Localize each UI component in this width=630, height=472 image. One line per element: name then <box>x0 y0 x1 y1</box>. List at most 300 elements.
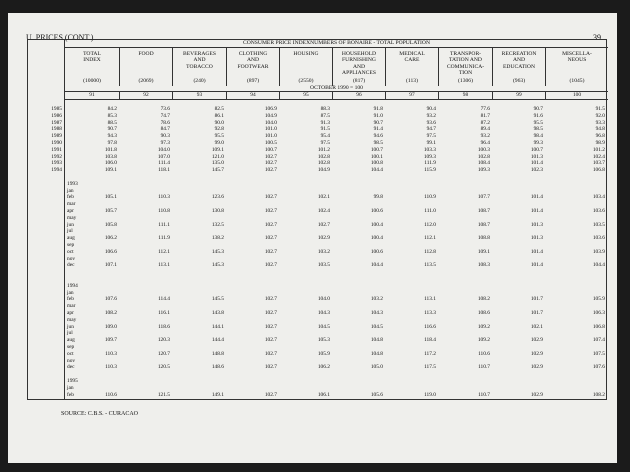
cell-value: 100.8 <box>370 160 383 167</box>
cell-value: 105.6 <box>370 391 383 398</box>
cell-value: 106.2 <box>317 364 330 371</box>
cell-value: 90.0 <box>214 119 224 126</box>
cell-value: 91.0 <box>373 112 383 119</box>
cell-value: 118.6 <box>158 323 170 330</box>
cell-value: 104.5 <box>317 323 330 330</box>
cell-value: 104.0 <box>264 119 277 126</box>
cell-value: 118.1 <box>158 167 170 174</box>
row-label: aug <box>67 235 75 242</box>
column-code: 95 <box>280 92 333 99</box>
column-name: HOUSEHOLD FURNISHING AND APPLIANCES <box>341 51 377 76</box>
cell-value: 88.3 <box>320 106 330 112</box>
row-label: jun <box>67 323 74 330</box>
cell-value: 148.6 <box>211 364 224 371</box>
cell-value: 106.8 <box>592 323 605 330</box>
cell-value: 102.7 <box>264 391 277 398</box>
cell-value: 114.4 <box>158 296 170 303</box>
cell-value: 100.5 <box>264 140 277 146</box>
cell-value: 144.1 <box>211 323 224 330</box>
cell-value: 99.8 <box>373 194 383 201</box>
cell-value: 111.9 <box>424 160 436 167</box>
column-name: MISCELLA- NEOUS <box>562 51 592 64</box>
cell-value: 102.8 <box>477 153 490 160</box>
cell-value: 149.1 <box>211 391 224 398</box>
cell-value: 85.3 <box>107 112 117 119</box>
cell-value: 103.7 <box>592 160 605 167</box>
cell-value: 102.9 <box>530 350 543 357</box>
cell-value: 108.7 <box>477 221 490 228</box>
column-name: TRANSPOR- TATION AND COMMUNICA- TION <box>446 51 485 76</box>
cell-value: 108.8 <box>477 235 490 242</box>
cell-value: 77.6 <box>480 106 490 112</box>
column-code: 97 <box>386 92 439 99</box>
cell-value: 143.8 <box>211 310 224 316</box>
cell-value: 104.5 <box>370 323 383 330</box>
cell-value: 106.3 <box>592 310 605 316</box>
row-label: 1985 <box>51 106 62 112</box>
cell-value: 99.3 <box>533 140 543 146</box>
cell-value: 73.6 <box>160 106 170 112</box>
cell-value: 109.2 <box>477 337 490 344</box>
cell-value: 89.4 <box>480 126 490 133</box>
cell-value: 107.1 <box>104 262 117 269</box>
cell-value: 102.7 <box>264 235 277 242</box>
row-label: 1989 <box>51 133 62 140</box>
cell-value: 103.5 <box>317 262 330 269</box>
cell-value: 106.0 <box>104 160 117 167</box>
cell-value: 101.3 <box>530 235 543 242</box>
row-label: nov <box>67 357 76 364</box>
cell-value: 104.9 <box>317 167 330 174</box>
cell-value: 94.8 <box>595 126 605 133</box>
row-label: feb <box>67 391 74 398</box>
source-note: SOURCE: C.B.S. - CURACAO <box>61 411 139 417</box>
cell-value: 102.8 <box>317 153 330 160</box>
cell-value: 82.5 <box>214 106 224 112</box>
cell-value: 106.6 <box>104 248 117 255</box>
row-label: jan <box>67 289 74 296</box>
column-name: RECREATION AND EDUCATION <box>501 51 537 70</box>
cell-value: 120.7 <box>157 350 170 357</box>
cell-value: 130.8 <box>211 208 224 214</box>
cell-value: 98.4 <box>533 133 543 140</box>
cell-value: 109.1 <box>477 248 490 255</box>
cell-value: 102.7 <box>264 153 277 160</box>
cell-value: 109.7 <box>104 337 117 344</box>
cell-value: 103.5 <box>592 221 605 228</box>
row-label: dec <box>67 262 75 269</box>
cell-value: 104.3 <box>370 310 383 316</box>
cell-value: 103.6 <box>592 235 605 242</box>
table-row <box>28 392 606 399</box>
cell-value: 102.7 <box>264 350 277 357</box>
cell-value: 148.8 <box>211 350 224 357</box>
row-label: feb <box>67 194 74 201</box>
cell-value: 102.8 <box>317 160 330 167</box>
cell-value: 94.3 <box>107 133 117 140</box>
cell-value: 101.0 <box>264 126 277 133</box>
cell-value: 102.7 <box>317 221 330 228</box>
cell-value: 110.7 <box>478 364 490 371</box>
cell-value: 105.9 <box>317 350 330 357</box>
cell-value: 123.6 <box>211 194 224 201</box>
cell-value: 100.1 <box>370 153 383 160</box>
cell-value: 91.6 <box>533 112 543 119</box>
cell-value: 111.9 <box>158 235 170 242</box>
column-header <box>493 48 546 86</box>
cell-value: 102.7 <box>264 208 277 214</box>
row-label: jan <box>67 384 74 391</box>
column-header <box>120 48 173 86</box>
cell-value: 90.4 <box>426 106 436 112</box>
column-weight: (1306) <box>458 77 473 84</box>
cell-value: 101.0 <box>264 133 277 140</box>
cell-value: 111.0 <box>424 208 436 214</box>
cell-value: 115.9 <box>424 167 436 174</box>
cell-value: 109.2 <box>477 323 490 330</box>
cell-value: 107.5 <box>592 350 605 357</box>
cell-value: 74.7 <box>160 112 170 119</box>
section-title: U. PRICES (CONT.) <box>26 33 94 42</box>
cell-value: 107.6 <box>104 296 117 303</box>
cell-value: 108.2 <box>477 296 490 303</box>
row-label: 1994 <box>51 167 62 174</box>
cell-value: 100.4 <box>370 221 383 228</box>
cell-value: 102.4 <box>317 208 330 214</box>
column-code: 98 <box>439 92 493 99</box>
column-code: 99 <box>493 92 546 99</box>
cell-value: 108.2 <box>592 391 605 398</box>
cell-value: 97.5 <box>426 133 436 140</box>
cell-value: 102.7 <box>264 194 277 201</box>
cell-value: 99.1 <box>426 140 436 146</box>
row-label: 1990 <box>51 140 62 146</box>
cell-value: 100.7 <box>530 146 543 153</box>
cell-value: 90.7 <box>373 119 383 126</box>
cell-value: 145.5 <box>211 296 224 303</box>
cell-value: 101.4 <box>530 160 543 167</box>
column-name: MEDICAL CARE <box>399 51 425 64</box>
cell-value: 90.7 <box>107 126 117 133</box>
cell-value: 105.9 <box>592 296 605 303</box>
row-label: sep <box>67 344 75 350</box>
cell-value: 116.6 <box>424 323 436 330</box>
cell-value: 100.3 <box>477 146 490 153</box>
row-label: 1987 <box>51 119 62 126</box>
cell-value: 100.6 <box>370 248 383 255</box>
cell-value: 104.8 <box>370 337 383 344</box>
cell-value: 103.6 <box>592 208 605 214</box>
column-header <box>386 48 439 86</box>
cell-value: 97.5 <box>320 140 330 146</box>
cell-value: 121.0 <box>211 153 224 160</box>
cell-value: 110.8 <box>158 208 170 214</box>
cell-value: 135.0 <box>211 160 224 167</box>
table-caption: CONSUMER PRICE INDEXNUMBERS OF BONAIRE - TOTAL POPULATION <box>65 40 608 48</box>
column-code: 92 <box>120 92 173 99</box>
cell-value: 97.8 <box>107 140 117 146</box>
cell-value: 86.1 <box>214 112 224 119</box>
cell-value: 97.3 <box>160 140 170 146</box>
cell-value: 104.4 <box>370 167 383 174</box>
cell-value: 102.7 <box>264 160 277 167</box>
cpi-table <box>27 39 607 400</box>
cell-value: 91.3 <box>320 119 330 126</box>
cell-value: 90.7 <box>533 106 543 112</box>
cell-value: 108.2 <box>104 310 117 316</box>
cell-value: 107.7 <box>477 194 490 201</box>
cell-value: 105.8 <box>104 221 117 228</box>
row-label: jul <box>67 330 73 337</box>
cell-value: 113.1 <box>424 296 436 303</box>
cell-value: 103.8 <box>104 153 117 160</box>
cell-value: 106.8 <box>592 167 605 174</box>
cell-value: 98.9 <box>595 140 605 146</box>
cell-value: 111.1 <box>158 221 170 228</box>
cell-value: 92.0 <box>595 112 605 119</box>
cell-value: 101.2 <box>592 146 605 153</box>
cell-value: 93.3 <box>595 119 605 126</box>
cell-value: 106.9 <box>264 106 277 112</box>
cell-value: 96.4 <box>480 140 490 146</box>
row-label: apr <box>67 208 74 214</box>
cell-value: 117.2 <box>424 350 436 357</box>
cell-value: 108.6 <box>477 310 490 316</box>
cell-value: 111.4 <box>158 160 170 167</box>
cell-value: 101.4 <box>530 208 543 214</box>
cell-value: 98.5 <box>373 140 383 146</box>
row-label: 1994 <box>67 282 78 289</box>
cell-value: 110.7 <box>478 391 490 398</box>
cell-value: 104.4 <box>592 262 605 269</box>
cell-value: 105.7 <box>104 208 117 214</box>
row-label: mar <box>67 201 76 208</box>
cell-value: 84.7 <box>160 126 170 133</box>
column-code: 96 <box>333 92 386 99</box>
row-label: nov <box>67 255 76 262</box>
cell-value: 102.9 <box>317 235 330 242</box>
cell-value: 94.7 <box>426 126 436 133</box>
cell-value: 102.9 <box>530 391 543 398</box>
cell-value: 110.3 <box>158 194 170 201</box>
cell-value: 109.3 <box>477 167 490 174</box>
cell-value: 96.8 <box>595 133 605 140</box>
column-code-row <box>65 91 608 100</box>
column-name: CLOTHING AND FOOTWEAR <box>237 51 269 70</box>
row-label: jan <box>67 187 74 194</box>
cell-value: 108.3 <box>477 262 490 269</box>
cell-value: 103.2 <box>370 296 383 303</box>
cell-value: 110.3 <box>105 350 117 357</box>
row-label: apr <box>67 310 74 316</box>
cell-value: 102.7 <box>264 296 277 303</box>
cell-value: 92.8 <box>214 126 224 133</box>
row-label: mar <box>67 303 76 310</box>
row-label: oct <box>67 350 74 357</box>
cell-value: 94.6 <box>373 133 383 140</box>
cell-value: 105.3 <box>317 337 330 344</box>
page-number: 39 <box>593 33 601 42</box>
row-label: jul <box>67 228 73 235</box>
cell-value: 112.8 <box>424 248 436 255</box>
cell-value: 116.1 <box>158 310 170 316</box>
cell-value: 101.4 <box>530 248 543 255</box>
cell-value: 95.5 <box>214 133 224 140</box>
cell-value: 104.8 <box>370 350 383 357</box>
row-label: may <box>67 214 77 221</box>
cell-value: 102.4 <box>592 153 605 160</box>
cell-value: 93.2 <box>426 112 436 119</box>
cell-value: 144.4 <box>211 337 224 344</box>
cell-value: 100.6 <box>370 208 383 214</box>
cell-value: 91.8 <box>373 106 383 112</box>
row-label: 1995 <box>67 378 78 384</box>
cell-value: 103.4 <box>592 194 605 201</box>
cell-value: 101.3 <box>530 221 543 228</box>
cell-value: 104.9 <box>264 112 277 119</box>
cell-value: 108.4 <box>477 160 490 167</box>
cell-value: 105.1 <box>104 194 117 201</box>
cell-value: 104.0 <box>317 296 330 303</box>
cell-value: 102.1 <box>317 194 330 201</box>
cell-value: 109.1 <box>211 146 224 153</box>
column-name: HOUSING <box>293 51 319 57</box>
cell-value: 119.0 <box>424 391 436 398</box>
row-label: oct <box>67 248 74 255</box>
row-label: 1992 <box>51 153 62 160</box>
cell-value: 107.6 <box>592 364 605 371</box>
cell-value: 108.7 <box>477 208 490 214</box>
column-header <box>280 48 333 86</box>
cell-value: 145.7 <box>211 167 224 174</box>
cell-value: 106.2 <box>104 235 117 242</box>
row-label: 1991 <box>51 146 62 153</box>
cell-value: 88.5 <box>107 119 117 126</box>
column-weight: (240) <box>193 77 206 84</box>
column-header <box>546 48 608 86</box>
cell-value: 84.2 <box>107 106 117 112</box>
cell-value: 101.2 <box>317 146 330 153</box>
cell-value: 112.0 <box>424 221 436 228</box>
column-header <box>439 48 493 86</box>
cell-value: 102.9 <box>530 364 543 371</box>
cell-value: 110.6 <box>478 350 490 357</box>
cell-value: 138.2 <box>211 235 224 242</box>
column-code: 93 <box>173 92 227 99</box>
cell-value: 91.5 <box>320 126 330 133</box>
cell-value: 102.7 <box>264 221 277 228</box>
cell-value: 112.1 <box>158 248 170 255</box>
cell-value: 120.5 <box>157 364 170 371</box>
row-label: sep <box>67 242 75 248</box>
cell-value: 117.5 <box>424 364 436 371</box>
cell-value: 100.7 <box>370 146 383 153</box>
cell-value: 93.6 <box>426 119 436 126</box>
column-code: 91 <box>65 92 120 99</box>
cell-value: 101.7 <box>530 310 543 316</box>
cell-value: 102.7 <box>264 167 277 174</box>
cell-value: 113.3 <box>424 310 436 316</box>
row-label: may <box>67 316 77 323</box>
row-label: aug <box>67 337 75 344</box>
base-period: OCTOBER 1990 = 100 <box>310 85 363 91</box>
cell-value: 100.4 <box>370 235 383 242</box>
cell-value: 95.5 <box>533 119 543 126</box>
row-label: 1988 <box>51 126 62 133</box>
cell-value: 102.7 <box>264 364 277 371</box>
cell-value: 103.3 <box>423 146 436 153</box>
column-code: 100 <box>572 92 582 98</box>
column-weight: (963) <box>512 77 526 84</box>
cell-value: 104.0 <box>157 146 170 153</box>
column-header <box>173 48 227 86</box>
cell-value: 110.9 <box>424 194 436 201</box>
column-name: BEVERAGES AND TOBACCO <box>183 51 216 70</box>
cell-value: 121.5 <box>157 391 170 398</box>
row-label: 1993 <box>67 180 78 187</box>
cell-value: 105.0 <box>370 364 383 371</box>
cell-value: 113.1 <box>158 262 170 269</box>
cell-value: 107.4 <box>592 337 605 344</box>
column-weight: (113) <box>406 77 418 84</box>
row-label: 1993 <box>51 160 62 167</box>
column-weight: (2069) <box>138 77 154 84</box>
cell-value: 118.4 <box>424 337 436 344</box>
cell-value: 104.4 <box>370 262 383 269</box>
column-weight: (897) <box>246 77 260 84</box>
column-name: FOOD <box>138 51 154 57</box>
cell-value: 145.3 <box>211 248 224 255</box>
cell-value: 109.3 <box>423 153 436 160</box>
column-code: 94 <box>227 92 280 99</box>
column-header <box>65 48 120 86</box>
cell-value: 81.7 <box>480 112 490 119</box>
cell-value: 109.1 <box>104 167 117 174</box>
cell-value: 98.5 <box>533 126 543 133</box>
cell-value: 87.2 <box>480 119 490 126</box>
cell-value: 103.2 <box>317 248 330 255</box>
document-page <box>8 13 617 463</box>
column-weight: (1045) <box>569 77 585 84</box>
column-weight: (817) <box>352 77 366 84</box>
cell-value: 102.9 <box>530 337 543 344</box>
cell-value: 91.4 <box>373 126 383 133</box>
cell-value: 110.3 <box>105 364 117 371</box>
cell-value: 101.3 <box>530 153 543 160</box>
cell-value: 78.6 <box>160 119 170 126</box>
column-header <box>333 48 386 86</box>
cell-value: 120.3 <box>157 337 170 344</box>
column-header <box>227 48 280 86</box>
cell-value: 102.1 <box>530 323 543 330</box>
cell-value: 101.4 <box>530 262 543 269</box>
cell-value: 103.9 <box>592 248 605 255</box>
row-label: 1986 <box>51 112 62 119</box>
row-label: jun <box>67 221 74 228</box>
cell-value: 109.0 <box>104 323 117 330</box>
row-label: dec <box>67 364 75 371</box>
cell-value: 91.5 <box>595 106 605 112</box>
column-name: TOTAL INDEX <box>83 51 101 64</box>
cell-value: 90.3 <box>160 133 170 140</box>
cell-value: 102.7 <box>264 262 277 269</box>
cell-value: 104.3 <box>317 310 330 316</box>
cell-value: 101.8 <box>104 146 117 153</box>
cell-value: 102.7 <box>264 337 277 344</box>
cell-value: 95.4 <box>320 133 330 140</box>
cell-value: 112.1 <box>424 235 436 242</box>
cell-value: 100.7 <box>264 146 277 153</box>
